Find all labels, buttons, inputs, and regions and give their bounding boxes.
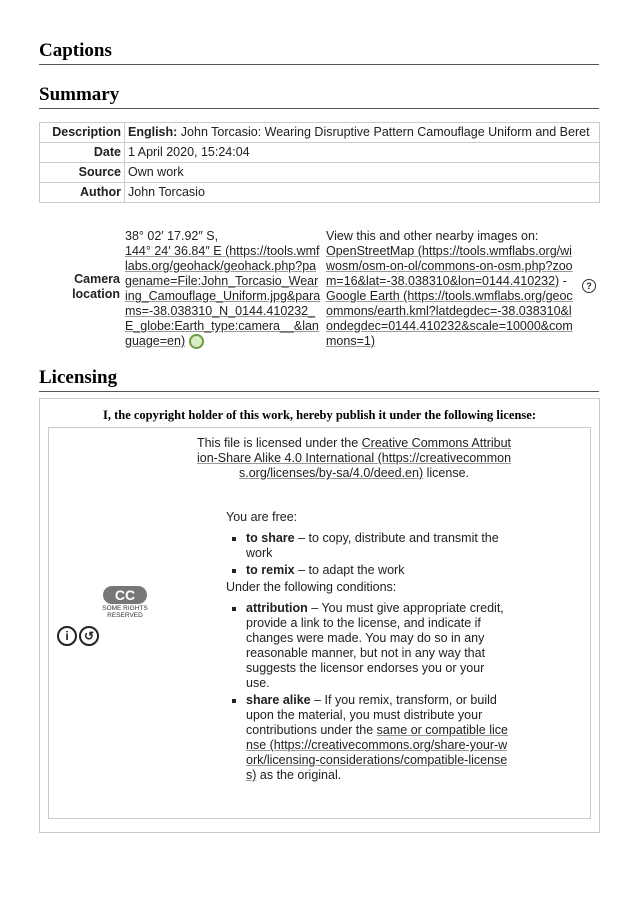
sharealike-desc: – If you remix, transform, or build upon the material, you must distribute your contributions under the <box>246 693 497 737</box>
coords-lat: 38° 02′ 17.92″ S, <box>125 229 219 243</box>
free-intro: You are free: <box>226 510 298 524</box>
free-desc: – to copy, distribute and transmit the work <box>246 531 499 560</box>
osm-link[interactable] <box>326 244 573 288</box>
author-value: John Torcasio <box>125 183 600 203</box>
help-icon[interactable]: ? <box>582 279 596 293</box>
sharealike-suffix: as the original. <box>259 768 342 782</box>
author-label: Author <box>40 183 125 203</box>
geohack-url: (https://tools.wmflabs.org/geohack/geohack.php?pagename=File:John_Torcasio_Wearing_Camouflage_Uniform.jpg&params=-38.038310_N_0144.410232_E_globe:Earth_type:camera__&language=en) <box>125 244 321 348</box>
coords-link[interactable] <box>125 244 320 348</box>
source-label: Source <box>40 163 125 183</box>
table-row <box>40 123 600 143</box>
osm-url: (https://tools.wmflabs.org/wiwosm/osm-on-ol/commons-on-osm.php?zoom=16&lat=-38.038310&lon=0144.410232) <box>326 244 573 288</box>
free-term: to remix <box>246 563 295 577</box>
license-statement <box>196 436 512 481</box>
google-earth-link[interactable] <box>326 289 573 348</box>
source-value: Own work <box>125 163 600 183</box>
cc-logo: CC <box>103 586 147 604</box>
magnifier-icon[interactable] <box>189 334 204 349</box>
license-terms <box>226 510 508 785</box>
description-label: Description <box>40 123 125 143</box>
compatible-license-link[interactable]: same or compatible license (https://creativecommons.org/share-your-work/licensing-considerations/compatible-licenses) <box>246 723 508 782</box>
attribution-icon: i <box>57 626 77 646</box>
sharealike-term: share alike <box>246 693 311 707</box>
table-row <box>40 143 600 163</box>
attribution-desc: – You must give appropriate credit, provide a link to the license, and indicate if changes were made. You may do so in any reasonable manner, but not in any way that suggests the licensor endorses you or your use. <box>246 601 504 690</box>
ge-url: (https://tools.wmflabs.org/geocommons/earth.kml?latdegdec=-38.038310&londegdec=0144.410232&scale=10000&commons=1) <box>326 289 573 348</box>
camera-location <box>39 226 600 348</box>
coordinates <box>125 229 321 349</box>
list-item <box>246 531 508 561</box>
table-row <box>40 163 600 183</box>
license-prefix: This file is licensed under the <box>196 436 359 450</box>
license-link[interactable]: Creative Commons Attribution-Share Alike 4.0 International (https://creativecommons.org/licenses/by-sa/4.0/deed.en) <box>196 436 512 480</box>
table-row <box>40 183 600 203</box>
osm-label: OpenStreetMap <box>326 244 415 258</box>
coords-lon: 144° 24′ 36.84″ E <box>125 244 222 258</box>
summary-table <box>39 122 600 203</box>
share-alike-icon: ↺ <box>79 626 99 646</box>
license-suffix: license. <box>426 466 469 480</box>
free-list <box>226 531 508 578</box>
summary-heading: Summary <box>39 84 599 109</box>
license-box <box>39 398 600 833</box>
license-symbols <box>57 626 101 646</box>
license-inner-box <box>48 427 591 819</box>
date-value: 1 April 2020, 15:24:04 <box>125 143 600 163</box>
list-item <box>246 563 508 578</box>
license-intro: I, the copyright holder of this work, hereby publish it under the following license: <box>102 408 537 422</box>
ge-label: Google Earth <box>326 289 400 303</box>
cc-badge-icon[interactable] <box>91 586 159 618</box>
free-desc: – to adapt the work <box>298 563 405 577</box>
description-text: John Torcasio: Wearing Disruptive Pattern Camouflage Uniform and Beret <box>180 125 590 139</box>
ge-prefix: - <box>562 274 567 288</box>
list-item <box>246 601 508 691</box>
conditions-list <box>226 601 508 783</box>
camera-label-line2: location <box>72 287 120 301</box>
some-rights-reserved: SOME RIGHTS RESERVED <box>102 605 148 619</box>
attribution-term: attribution <box>246 601 308 615</box>
camera-location-label <box>39 272 120 302</box>
description-value <box>125 123 600 143</box>
list-item <box>246 693 508 783</box>
captions-heading: Captions <box>39 40 599 65</box>
date-label: Date <box>40 143 125 163</box>
nearby-text: View this and other nearby images on: <box>326 229 539 243</box>
camera-label-line1: Camera <box>74 272 120 286</box>
licensing-heading: Licensing <box>39 367 599 392</box>
conditions-intro: Under the following conditions: <box>226 580 397 594</box>
nearby-images <box>326 229 578 349</box>
free-term: to share <box>246 531 295 545</box>
description-lang: English: <box>128 125 178 139</box>
